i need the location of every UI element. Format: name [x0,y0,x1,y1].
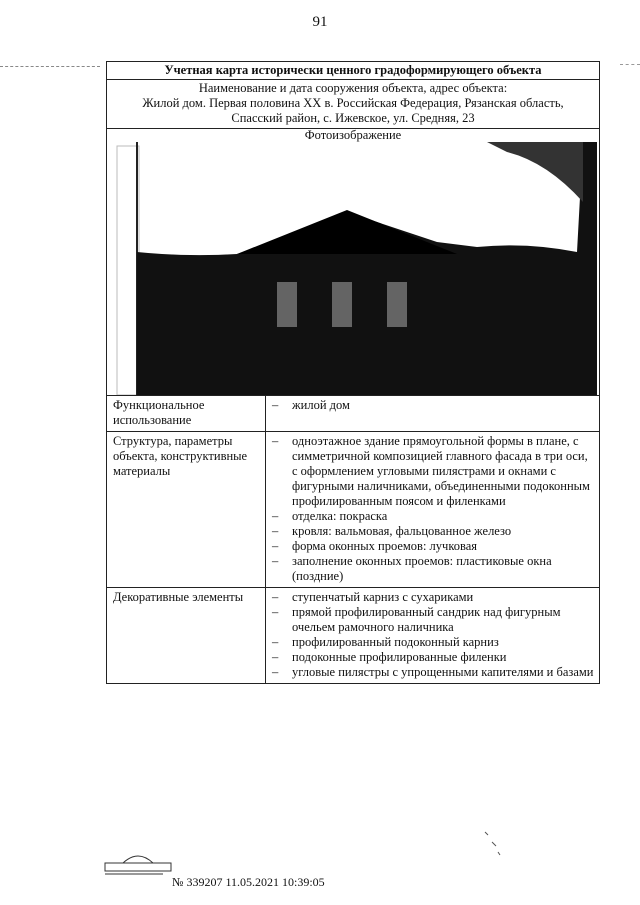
table-row [107,396,599,432]
row-label: Структура, параметры объекта, конструктивные материалы [107,432,266,587]
row-value [266,588,599,683]
dash-bullet: – [272,539,279,553]
dash-bullet: – [272,665,279,679]
dash-bullet: – [272,434,279,448]
dash-bullet: – [272,635,279,649]
list-item [272,398,595,413]
list-item [272,524,595,539]
row-label: Функциональное использование [107,396,266,431]
list-item [272,434,595,509]
object-info [107,80,599,129]
list-item [272,650,595,665]
item-text: прямой профилированный сандрик над фигурным очельем рамочного наличника [292,605,561,634]
item-text: угловые пилястры с упрощенными капителями и базами [292,665,594,679]
item-text: жилой дом [292,398,350,412]
list-item [272,635,595,650]
list-item [272,605,595,635]
dash-bullet: – [272,509,279,523]
table-row [107,588,599,683]
list-item [272,665,595,680]
item-text: кровля: вальмовая, фальцованное железо [292,524,512,538]
dash-bullet: – [272,554,279,568]
registration-stamp: № 339207 11.05.2021 10:39:05 [172,875,325,889]
item-text: одноэтажное здание прямоугольной формы в плане, с симметричной композицией главного фасада в три оси, с оформлением угловыми пилястрами и окнами с фигурными наличниками, объединенными подоконным профилированным поясом и филенками [292,434,590,508]
list-item [272,509,595,524]
dash-bullet: – [272,590,279,604]
scan-edge [0,66,100,67]
dash-bullet: – [272,398,279,412]
registration-card [106,61,600,684]
table-row [107,432,599,588]
stamp-logo [103,853,173,877]
info-line: Спасский район, с. Ижевское, ул. Средняя, 23 [231,111,475,125]
row-label: Декоративные элементы [107,588,266,683]
list-item [272,590,595,605]
dash-bullet: – [272,605,279,619]
list-item [272,539,595,554]
row-value [266,432,599,587]
info-label: Наименование и дата сооружения объекта, адрес объекта: [198,81,508,95]
item-text: подоконные профилированные филенки [292,650,507,664]
item-text: форма оконных проемов: лучковая [292,539,478,553]
item-text: заполнение оконных проемов: пластиковые окна (поздние) [292,554,552,583]
list-item [272,554,595,584]
photo-label: Фотоизображение [304,128,402,142]
item-text: отделка: покраска [292,509,388,523]
scan-marks [480,830,520,870]
dash-bullet: – [272,650,279,664]
building-photo [107,142,599,396]
page-number: 91 [312,14,328,30]
item-text: ступенчатый карниз с сухариками [292,590,474,604]
row-value [266,396,599,431]
scan-edge [620,64,640,65]
card-title: Учетная карта исторически ценного градоформирующего объекта [107,62,599,80]
item-text: профилированный подоконный карниз [292,635,499,649]
info-line: Жилой дом. Первая половина XX в. Российская Федерация, Рязанская область, [142,96,564,110]
dash-bullet: – [272,524,279,538]
